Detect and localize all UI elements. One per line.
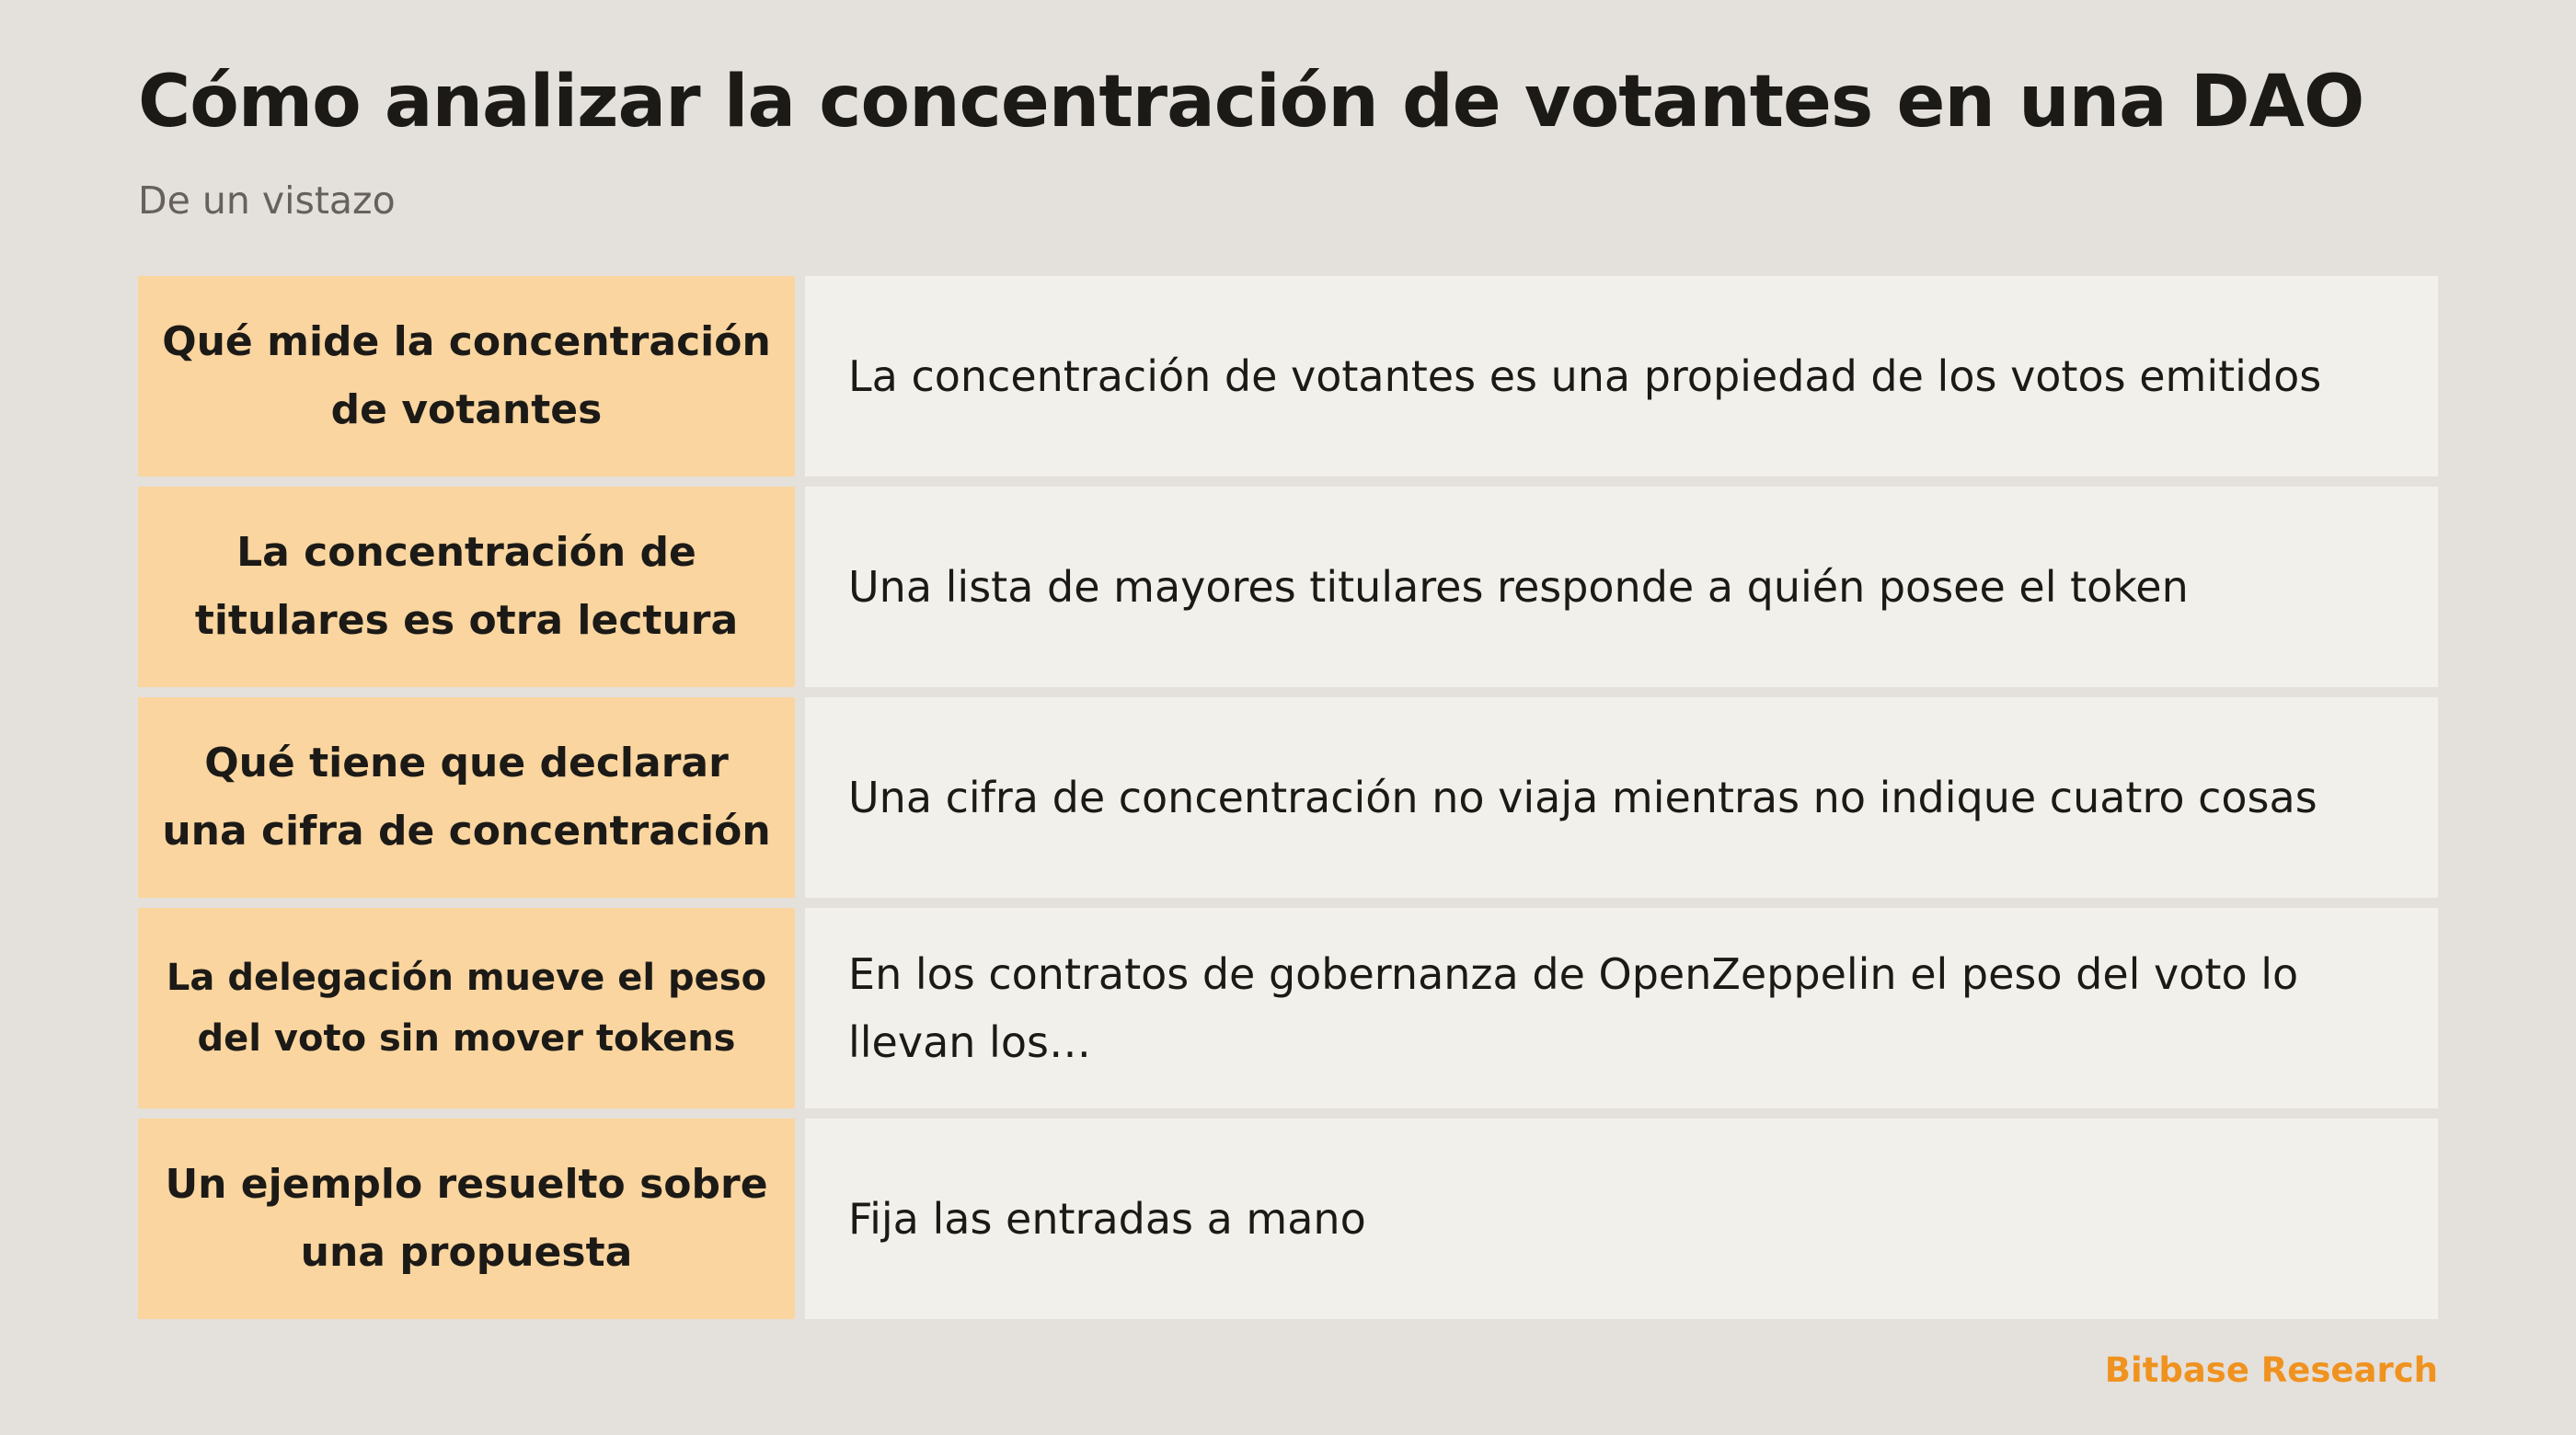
page-title: Cómo analizar la concentración de votantes en una DAO [138,61,2364,144]
row-label: Qué tiene que declarar una cifra de concentración [138,697,795,898]
page-subtitle: De un vistazo [138,178,396,223]
row-text: Una cifra de concentración no viaja mientras no indique cuatro cosas [805,697,2438,898]
brand-label: Bitbase Research [2104,1350,2438,1390]
table-row [138,908,2438,1108]
row-text: En los contratos de gobernanza de OpenZeppelin el peso del voto lo llevan los… [805,908,2438,1108]
table-row [138,1119,2438,1319]
row-text: Una lista de mayores titulares responde a quién posee el token [805,487,2438,687]
summary-table [138,276,2438,1319]
row-label: La concentración de titulares es otra lectura [138,487,795,687]
table-row [138,697,2438,898]
row-label: Un ejemplo resuelto sobre una propuesta [138,1119,795,1319]
table-row [138,487,2438,687]
row-label: La delegación mueve el peso del voto sin mover tokens [138,908,795,1108]
row-label: Qué mide la concentración de votantes [138,276,795,476]
table-row [138,276,2438,476]
row-text: Fija las entradas a mano [805,1119,2438,1319]
row-text: La concentración de votantes es una propiedad de los votos emitidos [805,276,2438,476]
